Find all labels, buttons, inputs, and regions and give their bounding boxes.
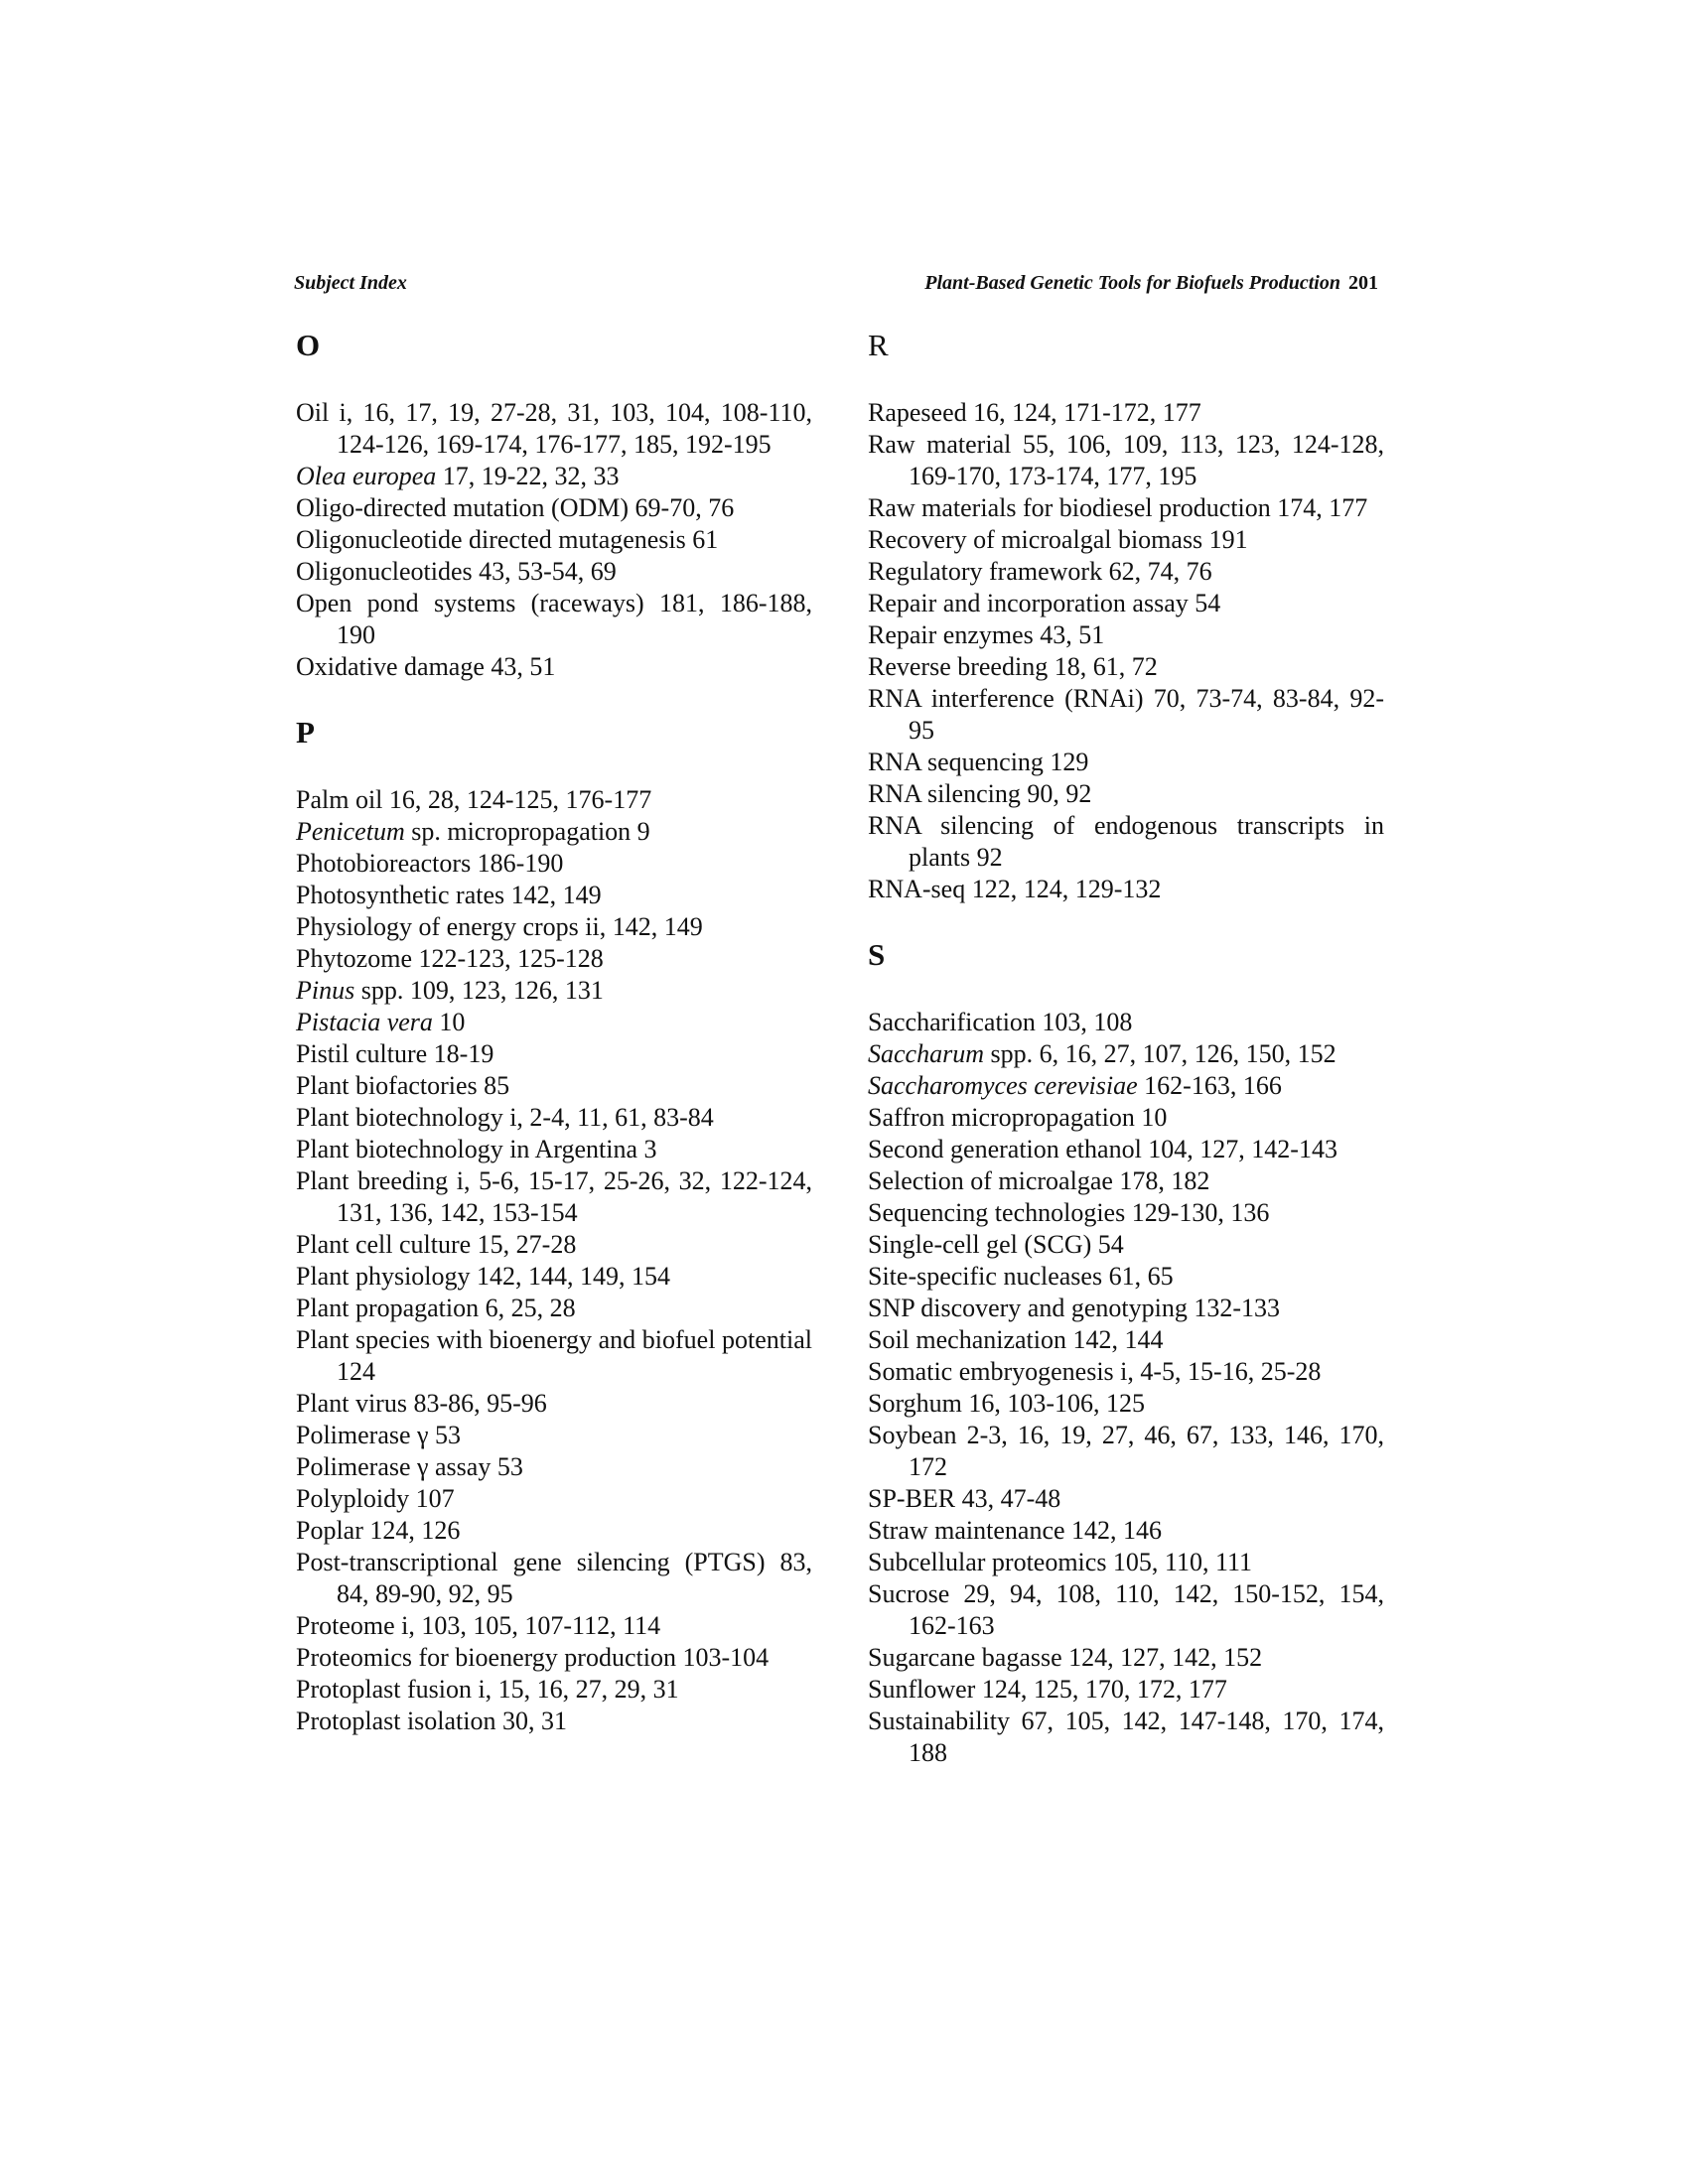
index-entry-text: Oxidative damage 43, 51 [296, 652, 556, 681]
index-entry-text: Polimerase γ assay 53 [296, 1452, 523, 1481]
index-entry-text: Pistil culture 18-19 [296, 1039, 494, 1068]
index-entry-text: RNA silencing 90, 92 [868, 779, 1092, 808]
index-entry-text: Oligonucleotide directed mutagenesis 61 [296, 525, 719, 554]
index-entry-text: Plant biotechnology in Argentina 3 [296, 1135, 657, 1163]
index-entry-text: Sucrose 29, 94, 108, 110, 142, 150-152, 154, 162-163 [868, 1579, 1384, 1640]
index-entry-text: RNA sequencing 129 [868, 748, 1089, 776]
index-entry-text: Saffron micropropagation 10 [868, 1103, 1168, 1132]
index-entry [868, 397, 1384, 429]
index-entry [868, 1420, 1384, 1483]
index-entry [868, 1102, 1384, 1134]
index-entry [868, 1642, 1384, 1674]
index-entry-text: Plant cell culture 15, 27-28 [296, 1230, 577, 1259]
index-entry-text: Post-transcriptional gene silencing (PTGS) 83, 84, 89-90, 92, 95 [296, 1548, 812, 1608]
index-entry-italic-term: Olea europea [296, 462, 437, 490]
index-entry-text: Soybean 2-3, 16, 19, 27, 46, 67, 133, 146, 170, 172 [868, 1421, 1384, 1481]
index-entry [296, 975, 812, 1007]
index-entry-text: Poplar 124, 126 [296, 1516, 461, 1545]
index-entry [868, 588, 1384, 619]
index-entry [296, 1007, 812, 1038]
index-entry-text: Raw materials for biodiesel production 174, 177 [868, 493, 1368, 522]
index-entry-text: Second generation ethanol 104, 127, 142-143 [868, 1135, 1337, 1163]
index-entry-text: Sequencing technologies 129-130, 136 [868, 1198, 1270, 1227]
index-entry [296, 1324, 812, 1388]
index-entry-text: Reverse breeding 18, 61, 72 [868, 652, 1158, 681]
index-entry-text: Oligo-directed mutation (ODM) 69-70, 76 [296, 493, 735, 522]
index-entry-text: RNA silencing of endogenous transcripts in plants 92 [868, 811, 1384, 872]
index-entry [868, 1388, 1384, 1420]
index-entry-text: Protoplast fusion i, 15, 16, 27, 29, 31 [296, 1675, 679, 1704]
page-number: 201 [1348, 272, 1378, 294]
index-column-left [296, 326, 812, 1737]
index-entry-list [868, 1007, 1384, 1769]
index-entry [868, 1293, 1384, 1324]
index-entry-text: Repair enzymes 43, 51 [868, 620, 1105, 649]
index-entry [296, 1610, 812, 1642]
index-entry-text: Oligonucleotides 43, 53-54, 69 [296, 557, 617, 586]
index-entry-text: sp. micropropagation 9 [404, 817, 650, 846]
index-entry [868, 1324, 1384, 1356]
index-entry [868, 1165, 1384, 1197]
index-entry [296, 1070, 812, 1102]
index-entry [296, 492, 812, 524]
index-entry [296, 1102, 812, 1134]
index-entry-text: Plant species with bioenergy and biofuel potential 124 [296, 1325, 812, 1386]
index-entry [868, 651, 1384, 683]
index-entry [868, 1197, 1384, 1229]
index-entry-italic-term: Pistacia vera [296, 1008, 433, 1036]
index-entry [868, 1578, 1384, 1642]
index-entry-text: Plant virus 83-86, 95-96 [296, 1389, 547, 1418]
index-entry [296, 1547, 812, 1610]
index-entry-text: Physiology of energy crops ii, 142, 149 [296, 912, 703, 941]
index-entry-text: Sustainability 67, 105, 142, 147-148, 170, 174, 188 [868, 1706, 1384, 1767]
index-entry-text: Soil mechanization 142, 144 [868, 1325, 1164, 1354]
section-letter: S [868, 937, 886, 972]
index-entry-text: SP-BER 43, 47-48 [868, 1484, 1061, 1513]
index-entry-text: Plant physiology 142, 144, 149, 154 [296, 1262, 671, 1291]
index-entry-italic-term: Saccharomyces cerevisiae [868, 1071, 1138, 1100]
index-entry-text: 17, 19-22, 32, 33 [436, 462, 620, 490]
index-entry [868, 1706, 1384, 1769]
index-column-right [868, 326, 1384, 1769]
index-entry [868, 1483, 1384, 1515]
index-entry [296, 1642, 812, 1674]
index-entry [868, 810, 1384, 874]
index-entry [868, 1038, 1384, 1070]
index-entry-text: Saccharification 103, 108 [868, 1008, 1133, 1036]
index-entry [868, 524, 1384, 556]
index-entry [296, 1038, 812, 1070]
index-entry-text: Sorghum 16, 103-106, 125 [868, 1389, 1146, 1418]
index-entry [296, 1674, 812, 1706]
index-entry-text: RNA interference (RNAi) 70, 73-74, 83-84, 92-95 [868, 684, 1384, 745]
index-entry [296, 943, 812, 975]
index-entry [868, 1547, 1384, 1578]
index-entry-text: Photosynthetic rates 142, 149 [296, 881, 602, 909]
index-entry-text: Straw maintenance 142, 146 [868, 1516, 1163, 1545]
index-entry [868, 778, 1384, 810]
index-entry [296, 461, 812, 492]
index-entry [296, 1229, 812, 1261]
index-entry [868, 429, 1384, 492]
section-letter: O [296, 328, 321, 362]
index-entry-text: Plant biotechnology i, 2-4, 11, 61, 83-84 [296, 1103, 714, 1132]
index-entry [296, 784, 812, 816]
index-entry [296, 1451, 812, 1483]
index-entry [868, 1134, 1384, 1165]
index-entry-text: Palm oil 16, 28, 124-125, 176-177 [296, 785, 652, 814]
index-entry-text: Polyploidy 107 [296, 1484, 455, 1513]
index-entry [296, 1483, 812, 1515]
index-entry-text: Sunflower 124, 125, 170, 172, 177 [868, 1675, 1227, 1704]
index-entry [296, 1134, 812, 1165]
index-entry-text: Raw material 55, 106, 109, 113, 123, 124-128, 169-170, 173-174, 177, 195 [868, 430, 1384, 490]
index-entry [296, 1388, 812, 1420]
index-entry-text: Oil i, 16, 17, 19, 27-28, 31, 103, 104, 108-110, 124-126, 169-174, 176-177, 185, 192-195 [296, 398, 812, 459]
index-entry [868, 556, 1384, 588]
index-entry-text: 162-163, 166 [1137, 1071, 1282, 1100]
index-entry-text: Plant propagation 6, 25, 28 [296, 1294, 576, 1322]
index-entry [868, 1356, 1384, 1388]
index-entry [868, 619, 1384, 651]
section-spacer [868, 905, 1384, 935]
index-entry-text: spp. 6, 16, 27, 107, 126, 150, 152 [983, 1039, 1336, 1068]
index-entry-text: Selection of microalgae 178, 182 [868, 1166, 1210, 1195]
index-entry [868, 492, 1384, 524]
index-entry-text: Single-cell gel (SCG) 54 [868, 1230, 1124, 1259]
index-entry-text: Sugarcane bagasse 124, 127, 142, 152 [868, 1643, 1263, 1672]
index-entry [296, 588, 812, 651]
section-spacer [296, 683, 812, 713]
index-entry [296, 816, 812, 848]
index-entry-text: Phytozome 122-123, 125-128 [296, 944, 604, 973]
index-entry [296, 1261, 812, 1293]
index-entry [296, 1165, 812, 1229]
section-letter: P [296, 715, 315, 750]
index-entry-list [296, 397, 812, 683]
section-letter: R [868, 328, 889, 362]
index-entry-text: Photobioreactors 186-190 [296, 849, 564, 878]
index-entry-text: Repair and incorporation assay 54 [868, 589, 1221, 617]
running-header-left: Subject Index [294, 272, 407, 294]
index-entry [868, 1229, 1384, 1261]
index-entry-text: 10 [432, 1008, 466, 1036]
index-entry [868, 874, 1384, 905]
index-entry-italic-term: Saccharum [868, 1039, 984, 1068]
index-entry-text: Proteomics for bioenergy production 103-104 [296, 1643, 770, 1672]
index-entry-text: Plant breeding i, 5-6, 15-17, 25-26, 32, 122-124, 131, 136, 142, 153-154 [296, 1166, 812, 1227]
index-entry-text: Subcellular proteomics 105, 110, 111 [868, 1548, 1253, 1576]
index-entry [868, 747, 1384, 778]
book-title: Plant-Based Genetic Tools for Biofuels Production [924, 272, 1340, 294]
index-entry-italic-term: Penicetum [296, 817, 405, 846]
index-entry-text: Open pond systems (raceways) 181, 186-188, 190 [296, 589, 812, 649]
running-header-right [924, 272, 1378, 295]
index-entry [296, 848, 812, 880]
index-entry [868, 1674, 1384, 1706]
index-entry [296, 1515, 812, 1547]
index-entry-text: Proteome i, 103, 105, 107-112, 114 [296, 1611, 661, 1640]
index-entry [296, 911, 812, 943]
index-entry-text: Polimerase γ 53 [296, 1421, 462, 1449]
index-entry-text: Plant biofactories 85 [296, 1071, 510, 1100]
index-entry-text: SNP discovery and genotyping 132-133 [868, 1294, 1280, 1322]
index-entry-text: Recovery of microalgal biomass 191 [868, 525, 1248, 554]
index-entry-text: RNA-seq 122, 124, 129-132 [868, 875, 1162, 903]
index-entry [296, 880, 812, 911]
index-entry [868, 1070, 1384, 1102]
index-entry-text: Site-specific nucleases 61, 65 [868, 1262, 1174, 1291]
index-entry-list [296, 784, 812, 1737]
index-entry [868, 683, 1384, 747]
index-entry-text: Rapeseed 16, 124, 171-172, 177 [868, 398, 1201, 427]
index-entry-text: Somatic embryogenesis i, 4-5, 15-16, 25-28 [868, 1357, 1322, 1386]
index-entry-list [868, 397, 1384, 905]
index-entry-text: spp. 109, 123, 126, 131 [354, 976, 604, 1005]
index-entry [868, 1261, 1384, 1293]
index-entry [296, 1293, 812, 1324]
index-entry [296, 556, 812, 588]
index-entry [868, 1515, 1384, 1547]
index-entry [868, 1007, 1384, 1038]
index-entry-text: Regulatory framework 62, 74, 76 [868, 557, 1212, 586]
index-entry [296, 1420, 812, 1451]
index-entry-italic-term: Pinus [296, 976, 355, 1005]
index-entry-text: Protoplast isolation 30, 31 [296, 1706, 567, 1735]
index-entry [296, 1706, 812, 1737]
index-entry [296, 651, 812, 683]
index-entry [296, 397, 812, 461]
index-entry [296, 524, 812, 556]
